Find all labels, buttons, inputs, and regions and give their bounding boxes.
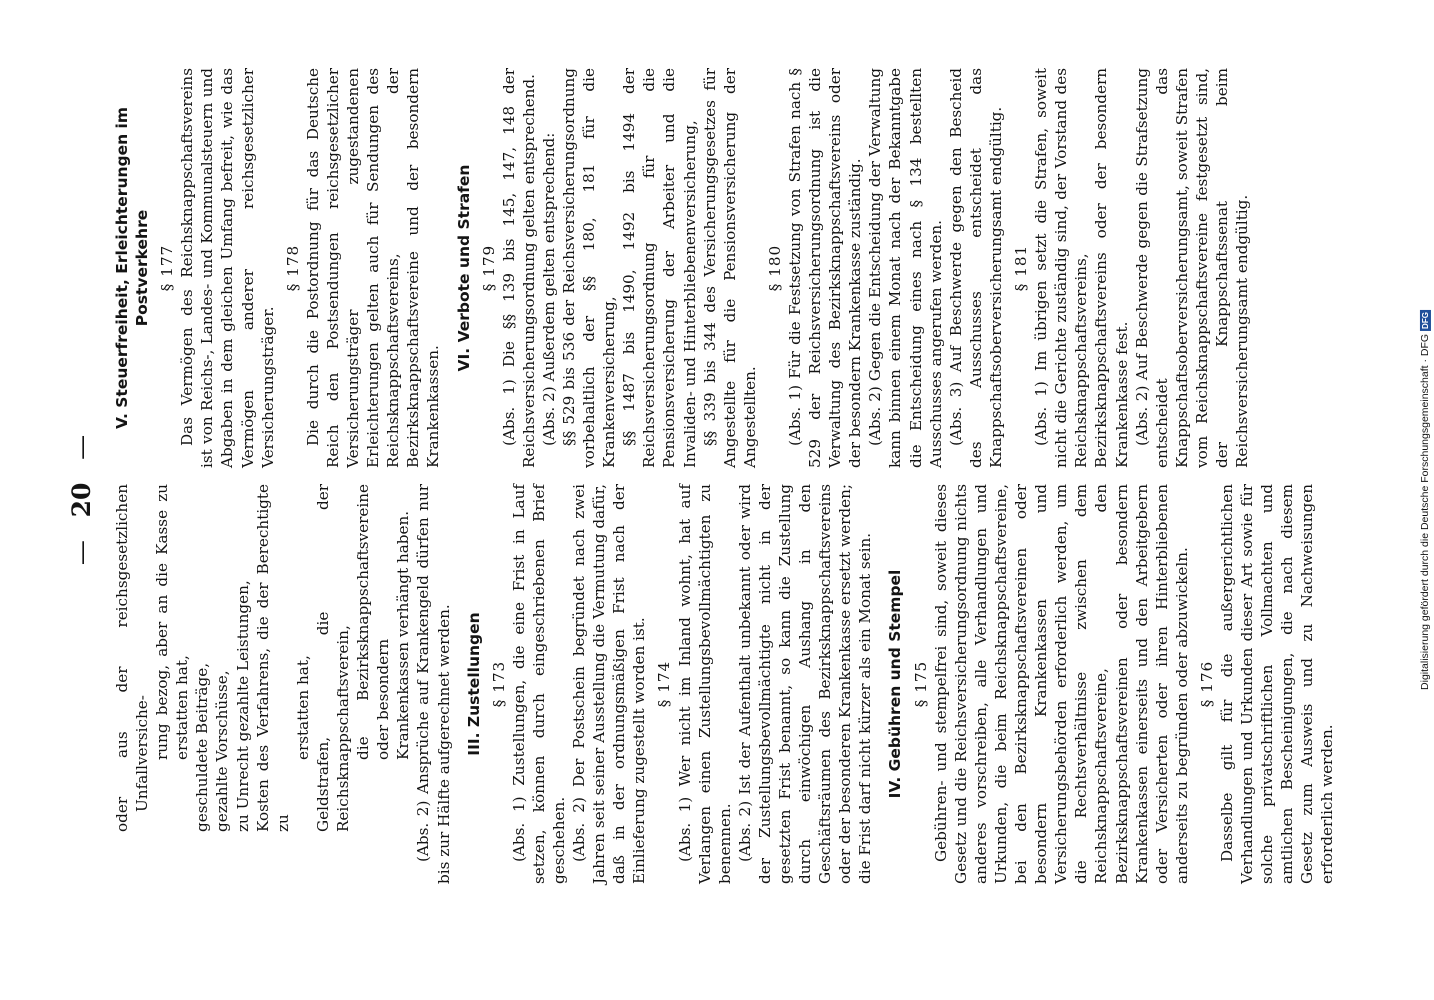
paragraph-180-abs2: (Abs. 2) Gegen die Entscheidung der Verwaltung kann binnen einem Monat nach der Bekanntgabe die Entscheidung eines nach § 134 bestellten Ausschusses angerufen werden. — [866, 68, 945, 468]
paragraph-174-abs2: (Abs. 2) Ist der Aufenthalt unbekannt oder wird der Zustellungsbevollmächtigte nicht in der gesetzten Frist benannt, so kann die Zustellung durch einwöchigen Aushang in den Geschäftsräumen des Bezirksknappschaftsvereins oder der besonderen Krankenkasse ersetzt werden; die Frist darf nicht kürzer als ein Monat sein. — [735, 484, 875, 884]
paragraph-179-abs2-item: §§ 339 bis 344 des Versicherungsgesetzes für Angestellte für die Pensionsversicherung der Angestellten. — [700, 68, 759, 468]
section-heading-gebuehren: IV. Gebühren und Stempel — [886, 569, 905, 799]
page-number: 20 — [67, 482, 96, 518]
section-number-179: § 179 — [479, 244, 498, 292]
paragraph-181-abs1: (Abs. 1) Im übrigen setzt die Strafen, soweit nicht die Gerichte zuständig sind, der Vorstand des Reichsknappschaftsvereins, Bezirksknappschaftsvereins oder der besondern Krankenkasse fest. — [1032, 68, 1131, 468]
digitization-credit — [1416, 0, 1434, 1000]
section-number-177: § 177 — [158, 244, 177, 292]
section-number-181: § 181 — [1012, 244, 1031, 292]
list-line: Kosten des Verfahrens, die der Berechtigte zu — [253, 484, 292, 832]
paragraph-180-abs3: (Abs. 3) Auf Beschwerde gegen den Bescheid des Ausschusses entscheidet das Knappschaftsoberversicherungsamt endgültig. — [946, 68, 1005, 468]
section-heading-steuerfreiheit: V. Steuerfreiheit, Erleichterungen im Postverkehre — [113, 106, 152, 430]
recoverable-claims-list — [112, 484, 413, 832]
section-number-178: § 178 — [283, 244, 302, 292]
paragraph-179-abs2: (Abs. 2) Außerdem gelten entsprechend: — [539, 132, 558, 446]
list-line: oder aus der reichsgesetzlichen Unfallversiche- — [113, 484, 152, 832]
section-number-175: § 175 — [911, 660, 930, 708]
paragraph-174-abs1: (Abs. 1) Wer nicht im Inland wohnt, hat auf Verlangen einen Zustellungsbevollmächtigten zu benennen. — [675, 484, 734, 884]
section-number-176: § 176 — [1197, 660, 1216, 708]
paragraph-179-abs1: (Abs. 1) Die §§ 139 bis 145, 147, 148 der Reichsversicherungsordnung gelten entsprechend. — [499, 68, 538, 468]
paragraph-181-abs2: (Abs. 2) Auf Beschwerde gegen die Strafsetzung entscheidet das Knappschaftsoberversicherungsamt, soweit Strafen vom Reichsknappschaftsvereine festgesetzt sind, der Knappschaftssenat beim Reichsversicherungsamt endgültig. — [1132, 68, 1252, 468]
paragraph-176: Dasselbe gilt für die außergerichtlichen Verhandlungen und Urkunden dieser Art sowie für solche privatschriftlichen Vollmachten und amtlichen Bescheinigungen, die nach diesem Gesetz zum Ausweis und zu Nachweisungen erforderlich werden. — [1217, 484, 1337, 884]
page-header — [67, 0, 96, 1000]
paragraph-179-abs2-item: §§ 529 bis 536 der Reichsversicherungsordnung vorbehaltlich der §§ 180, 181 für die Krankenversicherung, — [559, 68, 619, 468]
section-heading-zustellungen: III. Zustellungen — [464, 612, 483, 756]
paragraph-180-abs1: (Abs. 1) Für die Festsetzung von Strafen nach § 529 der Reichsversicherungsordnung ist die Verwaltung des Bezirksknappschaftsvereins oder der besondern Krankenkasse zuständig. — [786, 68, 865, 468]
list-line: rung bezog, aber an die Kasse zu erstatten hat, — [153, 484, 192, 760]
dfg-logo: DFG — [1420, 312, 1430, 329]
list-line: gezahlte Vorschüsse, — [213, 670, 232, 832]
paragraph-abs2: (Abs. 2) Ansprüche auf Krankengeld dürfen nur bis zur Hälfte aufgerechnet werden. — [414, 484, 453, 884]
list-line: Krankenkassen verhängt haben. — [394, 510, 413, 760]
paragraph-173-abs1: (Abs. 1) Zustellungen, die eine Frist in Lauf setzen, können durch eingeschriebenen Brief geschehen. — [509, 484, 568, 884]
section-number-180: § 180 — [765, 244, 784, 292]
paragraph-179-abs2-item: §§ 1487 bis 1490, 1492 bis 1494 der Reichsversicherungsordnung für die Pensionsversicherung der Arbeiter und die Invaliden- und Hinterbliebenenversicherung, — [620, 68, 699, 468]
list-line: die Bezirksknappschaftsvereine oder besondern — [354, 484, 393, 760]
list-line: geschuldete Beiträge, — [193, 662, 212, 832]
credit-text: Digitalisierung gefördert durch die Deutsche Forschungsgemeinschaft · DFG — [1419, 333, 1431, 690]
paragraph-173-abs2: (Abs. 2) Der Postschein begründet nach zwei Jahren seit seiner Ausstellung die Vermutung dafür, daß in der ordnungsmäßigen Frist nach der Einlieferung zugestellt worden ist. — [570, 484, 649, 884]
paragraph-177: Das Vermögen des Reichsknappschaftsvereins ist von Reichs-, Landes- und Kommunalsteuern und Abgaben in dem gleichen Umfang befreit, wie das Vermögen anderer reichsgesetzlicher Versicherungsträger. — [178, 68, 277, 468]
right-column — [112, 68, 1252, 468]
header-dash-left: — — [67, 540, 96, 566]
header-dash-right: — — [67, 434, 96, 460]
paragraph-178: Die durch die Postordnung für das Deutsche Reich den Postsendungen reichsgesetzlicher Versicherungsträger zugestandenen Erleichterungen gelten auch für Sendungen des Reichsknappschaftsvereins, der Bezirksknappschaftsvereine und der besondern Krankenkassen. — [303, 68, 443, 468]
left-column — [112, 484, 1338, 884]
section-number-173: § 173 — [489, 660, 508, 708]
list-line: Geldstrafen, die der Reichsknappschaftsverein, — [313, 484, 353, 832]
paragraph-175: Gebühren- und stempelfrei sind, soweit dieses Gesetz und die Reichsversicherungsordnung nichts anderes vorschreiben, alle Verhandlungen und Urkunden, die beim Reichsknappschaftsvereine, bei den Bezirksknappschaftsvereinen oder besondern Krankenkassen und Versicherungsbehörden erforderlich werden, um die Rechtsverhältnisse zwischen dem Reichsknappschaftsvereine, den Bezirksknappschaftsvereinen oder besondern Krankenkassen einerseits und den Arbeitgebern oder Versicherten oder ihren Hinterbliebenen anderseits zu begründen oder abzuwickeln. — [931, 484, 1191, 884]
section-heading-verbote: VI. Verbote und Strafen — [454, 164, 473, 372]
list-line: erstatten hat, — [293, 655, 312, 760]
section-number-174: § 174 — [655, 660, 674, 708]
list-line: zu Unrecht gezahlte Leistungen, — [233, 580, 252, 832]
